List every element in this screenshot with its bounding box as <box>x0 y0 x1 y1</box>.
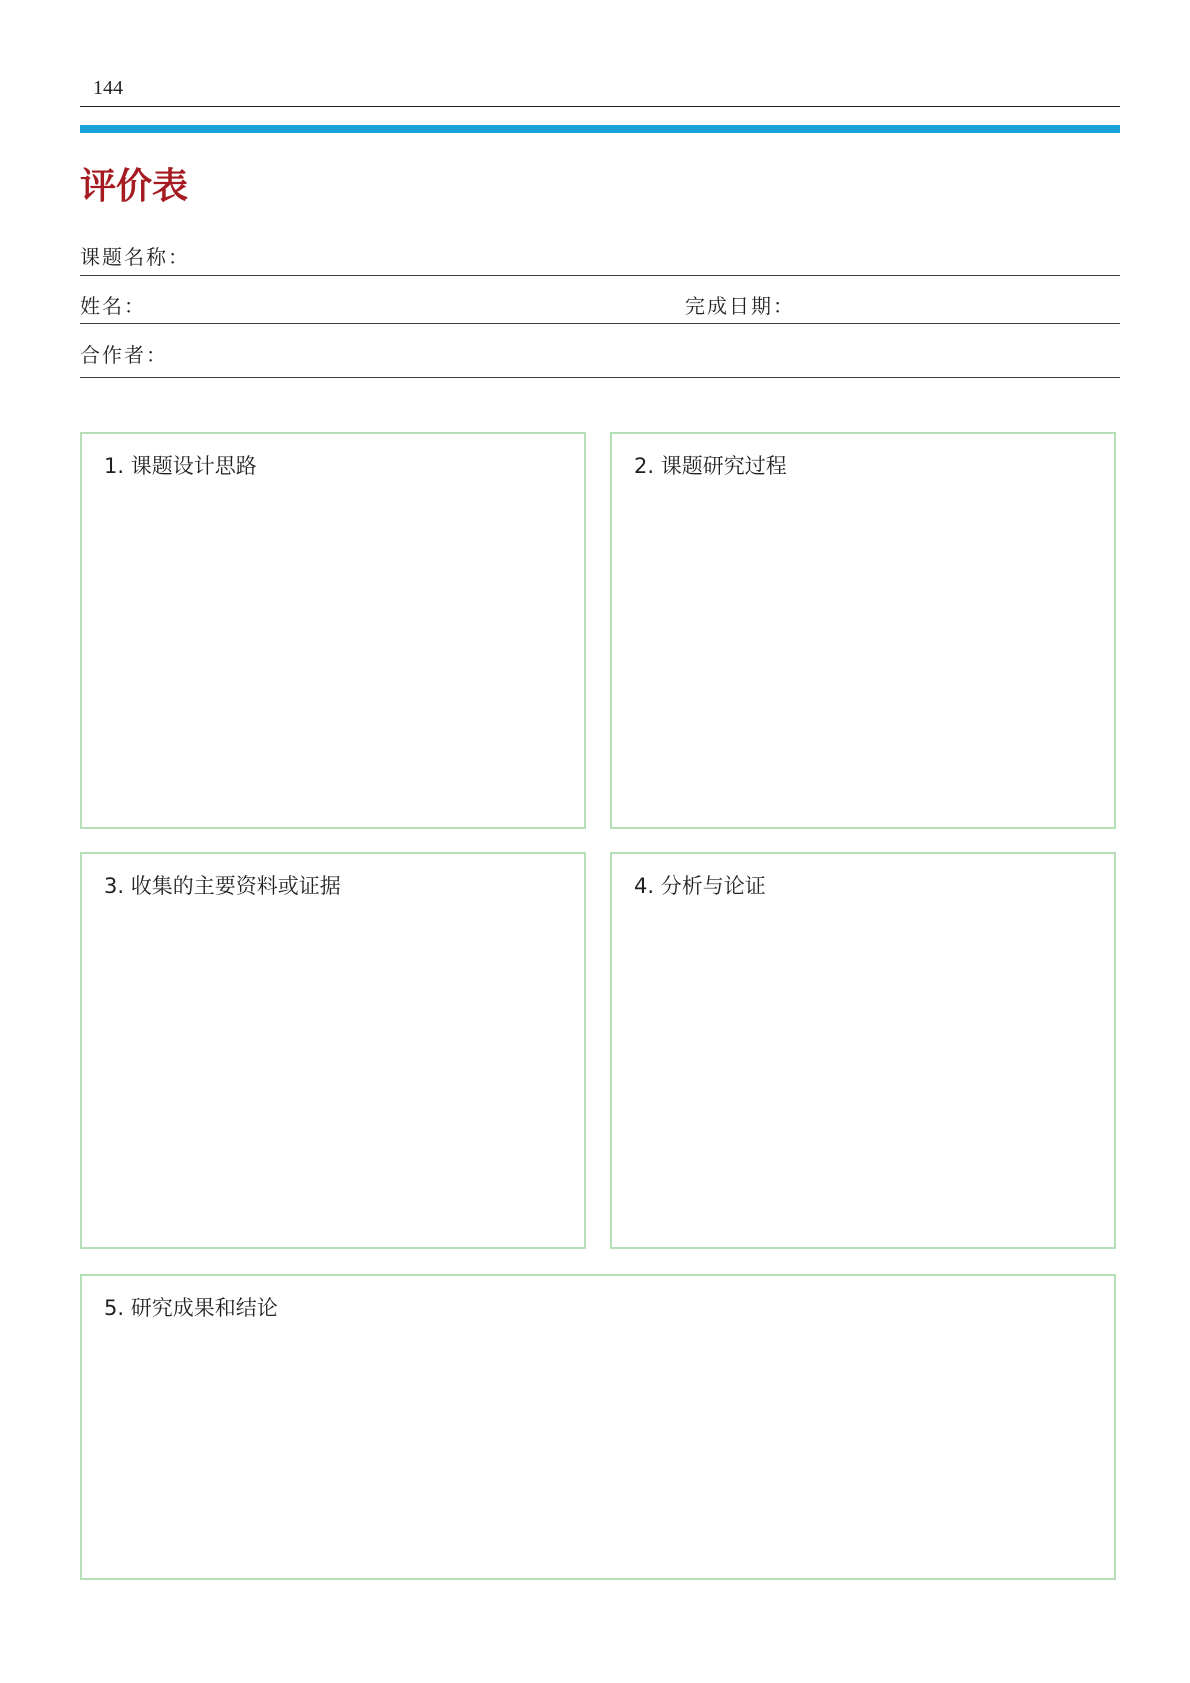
section-box-process[interactable] <box>610 432 1116 829</box>
form-title: 评价表 <box>80 166 189 207</box>
section-title: 5. 研究成果和结论 <box>104 1296 278 1320</box>
completion-date-label: 完成日期： <box>685 294 795 318</box>
section-title: 1. 课题设计思路 <box>104 454 257 478</box>
section-box-evidence[interactable] <box>80 852 586 1249</box>
partner-label: 合作者： <box>80 343 168 367</box>
section-title: 3. 收集的主要资料或证据 <box>104 874 341 898</box>
section-box-design[interactable] <box>80 432 586 829</box>
name-date-field[interactable] <box>80 323 1120 324</box>
section-title: 4. 分析与论证 <box>634 874 766 898</box>
section-title: 2. 课题研究过程 <box>634 454 787 478</box>
section-box-conclusion[interactable] <box>80 1274 1116 1580</box>
name-label: 姓名： <box>80 294 146 318</box>
page-number: 144 <box>93 77 123 99</box>
topic-name-label: 课题名称： <box>80 245 190 269</box>
partner-field[interactable] <box>80 377 1120 378</box>
topic-name-field[interactable] <box>80 275 1120 276</box>
accent-bar <box>80 125 1120 133</box>
header-rule <box>80 106 1120 107</box>
section-box-analysis[interactable] <box>610 852 1116 1249</box>
